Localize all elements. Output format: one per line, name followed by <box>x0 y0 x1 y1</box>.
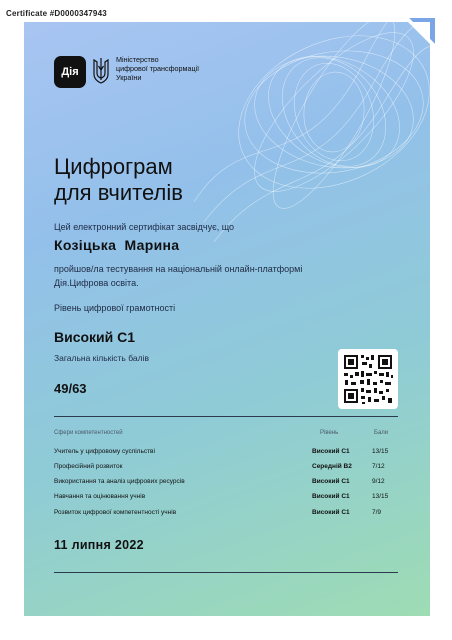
row-points: 7/12 <box>372 463 385 470</box>
row-points: 7/9 <box>372 509 382 516</box>
row-points: 9/12 <box>372 478 385 485</box>
table-row <box>54 493 398 507</box>
diia-logo: Дія <box>54 56 86 88</box>
row-area: Використання та аналіз цифрових ресурсів <box>54 478 185 485</box>
header-level: Рівень <box>320 430 339 436</box>
row-area: Навчання та оцінювання учнів <box>54 493 146 500</box>
certificate-card <box>24 22 430 616</box>
overall-level: Високий С1 <box>54 329 136 345</box>
literacy-label: Рівень цифрової грамотності <box>54 303 176 313</box>
row-level: Високий С1 <box>312 448 350 455</box>
row-points: 13/15 <box>372 448 389 455</box>
header-points: Бали <box>374 430 389 436</box>
total-score-label: Загальна кількість балів <box>54 353 149 363</box>
certificate-title: Цифрограм для вчителів <box>54 154 183 205</box>
divider-bottom <box>54 572 398 573</box>
total-score: 49/63 <box>54 381 87 396</box>
qr-code-icon[interactable] <box>338 349 398 409</box>
table-row <box>54 478 398 492</box>
row-area: Розвиток цифрової компетентності учнів <box>54 509 177 516</box>
ministry-name: Міністерство цифрової трансформації України <box>116 55 200 82</box>
row-level: Середній В2 <box>312 463 352 470</box>
issue-date: 11 липня 2022 <box>54 538 144 552</box>
intro-text: Цей електронний сертифікат засвідчує, що <box>54 222 235 232</box>
row-level: Високий С1 <box>312 478 350 485</box>
trident-icon <box>92 56 110 86</box>
row-area: Учитель у цифровому суспільстві <box>54 448 155 455</box>
divider-top <box>54 416 398 417</box>
row-level: Високий С1 <box>312 509 350 516</box>
table-row <box>54 448 398 462</box>
recipient-name: Козіцька Марина <box>54 237 180 253</box>
row-area: Професійний розвиток <box>54 463 123 470</box>
passed-text: пройшов/ла тестування на національній онлайн-платформі Дія.Цифрова освіта. <box>54 264 303 288</box>
certificate-id: Certificate #D0000347943 <box>6 9 107 18</box>
table-row <box>54 509 398 523</box>
row-level: Високий С1 <box>312 493 350 500</box>
header-area: Сфери компетентностей <box>54 430 123 436</box>
table-row <box>54 463 398 477</box>
row-points: 13/15 <box>372 493 389 500</box>
